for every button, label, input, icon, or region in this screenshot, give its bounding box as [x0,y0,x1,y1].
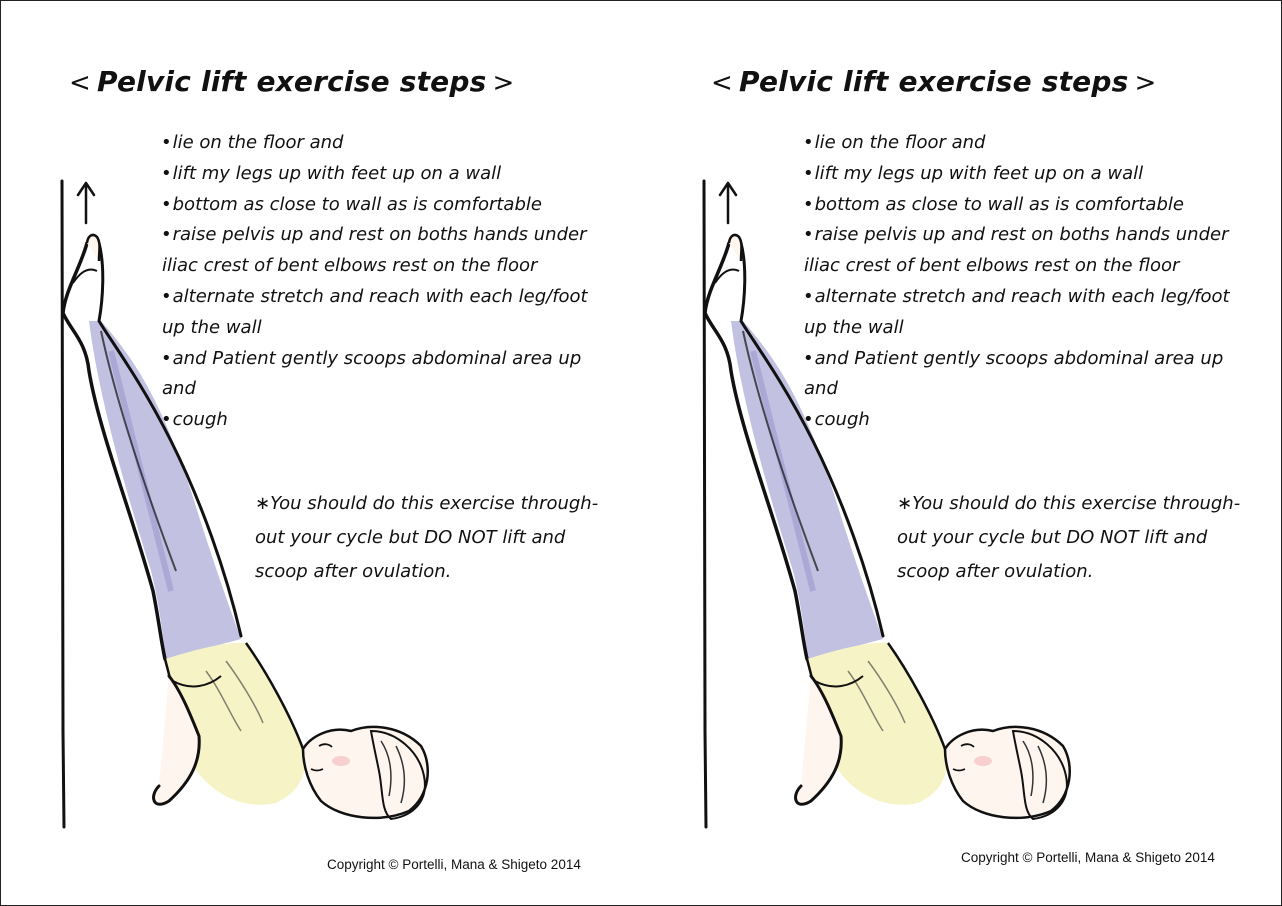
step-item: •lift my legs up with feet up on a wall [803,162,1144,184]
step-item: •and Patient gently scoops abdominal area up [161,347,582,369]
up-arrow-icon [720,183,736,223]
step-item: •lift my legs up with feet up on a wall [161,162,502,184]
exercise-steps-list [803,128,1243,436]
step-item: •raise pelvis up and rest on boths hands under [803,224,1229,246]
exercise-panel-right [643,1,1282,905]
step-item: iliac crest of bent elbows rest on the floor [162,255,538,277]
step-item: •bottom as close to wall as is comfortable [803,193,1184,215]
step-item: •and Patient gently scoops abdominal area up [803,347,1224,369]
step-item: and [162,378,196,400]
exercise-steps-list [161,128,601,436]
wall-line [62,181,64,827]
title-text: Pelvic lift exercise steps [739,65,1129,98]
ovulation-note: ∗You should do this exercise through- out your cycle but DO NOT lift and scoop after ovulation. [897,493,1241,582]
title-bracket-open: < [69,68,91,98]
step-item: and [804,378,838,400]
ovulation-note: ∗You should do this exercise through- out your cycle but DO NOT lift and scoop after ovulation. [255,493,599,582]
title-text: Pelvic lift exercise steps [97,65,487,98]
step-item: •lie on the floor and [803,132,986,153]
step-item: •alternate stretch and reach with each leg/foot [161,285,588,307]
step-item: •alternate stretch and reach with each leg/foot [803,285,1230,307]
title-bracket-close: > [492,68,515,98]
wall-line [704,181,706,827]
page-title [705,65,1162,98]
step-item: •cough [803,409,870,431]
page-title [63,65,520,98]
step-item: up the wall [804,316,904,338]
step-item: •raise pelvis up and rest on boths hands under [161,224,587,246]
up-arrow-icon [78,183,94,223]
step-item: •cough [161,409,228,431]
title-bracket-close: > [1134,68,1157,98]
title-bracket-open: < [711,68,733,98]
step-item: iliac crest of bent elbows rest on the floor [804,255,1180,277]
copyright-notice: Copyright © Portelli, Mana & Shigeto 2014 [961,850,1215,865]
step-item: up the wall [162,316,262,338]
exercise-panel-left [1,1,642,905]
step-item: •lie on the floor and [161,132,344,153]
step-item: •bottom as close to wall as is comfortable [161,193,542,215]
copyright-notice: Copyright © Portelli, Mana & Shigeto 2014 [327,857,581,872]
